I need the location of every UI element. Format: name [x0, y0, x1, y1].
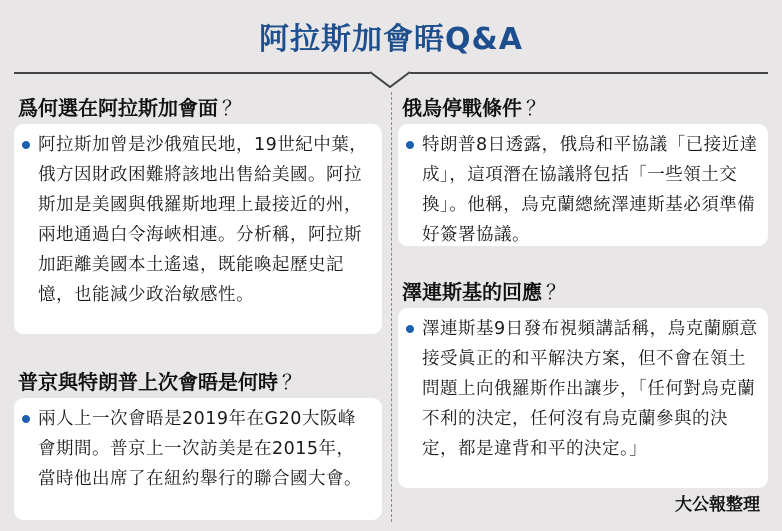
question-heading-ceasefire — [402, 92, 546, 121]
bullet-icon — [406, 325, 414, 333]
question-text: 爲何選在阿拉斯加會面 — [18, 96, 218, 120]
bullet-icon — [406, 141, 414, 149]
answer-text: 兩人上一次會晤是2019年在G20大阪峰會期間。普京上一次訪美是在2015年，當時他出席了在紐約舉行的聯合國大會。 — [38, 409, 362, 489]
answer-box-ceasefire — [398, 124, 768, 246]
answer-text: 阿拉斯加曾是沙俄殖民地，19世紀中葉，俄方因財政困難將該地出售給美國。阿拉斯加是美國與俄羅斯地理上最接近的州，兩地通過白令海峽相連。分析稱，阿拉斯加距離美國本土遙遠，既能喚起歷史記憶，也能減少政治敏感性。 — [38, 135, 368, 305]
question-mark: ？ — [546, 280, 566, 304]
answer-box-why-alaska — [14, 124, 382, 334]
header-rule-left — [14, 72, 370, 74]
bullet-icon — [22, 141, 30, 149]
answer-text: 澤連斯基9日發布視頻講話稱，烏克蘭願意接受眞正的和平解決方案，但不會在領土問題上向俄羅斯作出讓步，「任何對烏克蘭不利的決定，任何沒有烏克蘭參與的決定，都是違背和平的決定。」 — [422, 319, 758, 459]
question-heading-why-alaska — [18, 92, 242, 121]
question-mark: ？ — [282, 370, 302, 394]
bullet-icon — [22, 415, 30, 423]
question-mark: ？ — [526, 96, 546, 120]
question-heading-zelensky — [402, 276, 566, 305]
answer-box-last-meeting — [14, 398, 382, 520]
answer-box-zelensky — [398, 308, 768, 488]
page-title: 阿拉斯加會晤Q&A — [259, 22, 523, 57]
question-text: 普京與特朗普上次會晤是何時 — [18, 370, 278, 394]
column-divider — [391, 92, 392, 522]
question-heading-last-meeting — [18, 366, 302, 395]
question-mark: ？ — [222, 96, 242, 120]
question-text: 澤連斯基的回應 — [402, 280, 542, 304]
header-rule-right — [410, 72, 768, 74]
source-credit: 大公報整理 — [675, 495, 760, 515]
chevron-down-icon — [368, 60, 412, 88]
answer-text: 特朗普8日透露，俄烏和平協議「已接近達成」，這項潛在協議將包括「一些領土交換」。他稱，烏克蘭總統澤連斯基必須準備好簽署協議。 — [422, 135, 758, 245]
question-text: 俄烏停戰條件 — [402, 96, 522, 120]
